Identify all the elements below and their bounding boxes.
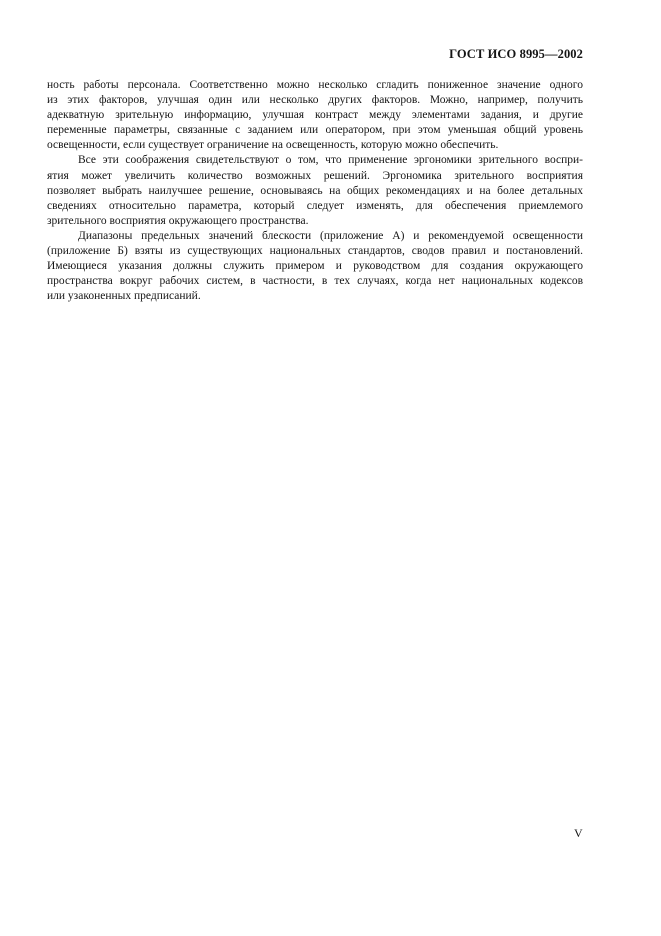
document-header: ГОСТ ИСО 8995—2002 [449,47,583,61]
text-line: или узаконенных предписаний. [47,290,201,303]
text-line: освещенности, если существует ограничение на освещенность, которую можно обеспечить. [47,139,499,152]
text-line: зрительного восприятия окружающего пространства. [47,214,309,227]
text-line: Диапазоны предельных значений блескости (приложение А) и рекомендуемой освещенности [78,229,583,242]
text-line: ность работы персонала. Соответственно можно несколько сгладить пониженное значение одного [47,79,583,91]
page-number: V [574,826,583,840]
paragraph [47,78,583,153]
text-line: (приложение Б) взяты из существующих национальных стандартов, сводов правил и постановлений. [47,245,583,258]
text-line: сведениях относительно параметра, который следует изменять, для обеспечения приемлемого [47,199,583,212]
document-body [47,78,583,304]
text-line: пространства вокруг рабочих систем, в частности, в тех случаях, когда нет национальных кодексов [47,275,583,288]
text-line: Имеющиеся указания должны служить примером и руководством для создания окружающего [47,260,583,273]
text-line: Все эти соображения свидетельствуют о том, что применение эргономики зрительного воспри- [78,154,583,167]
text-line: адекватную зрительную информацию, улучшая контраст между элементами задания, и другие [47,109,583,122]
text-line: ятия может увеличить количество возможных решений. Эргономика зрительного восприятия [47,169,583,182]
text-line: позволяет выбрать наилучшее решение, основываясь на общих рекомендациях и на более детальных [47,184,583,197]
paragraph [47,153,583,228]
text-line: из этих факторов, улучшая один или несколько других факторов. Можно, например, получить [47,94,583,107]
text-line: переменные параметры, связанные с заданием или оператором, при этом уменьшая общий уровень [47,124,583,137]
paragraph [47,229,583,304]
